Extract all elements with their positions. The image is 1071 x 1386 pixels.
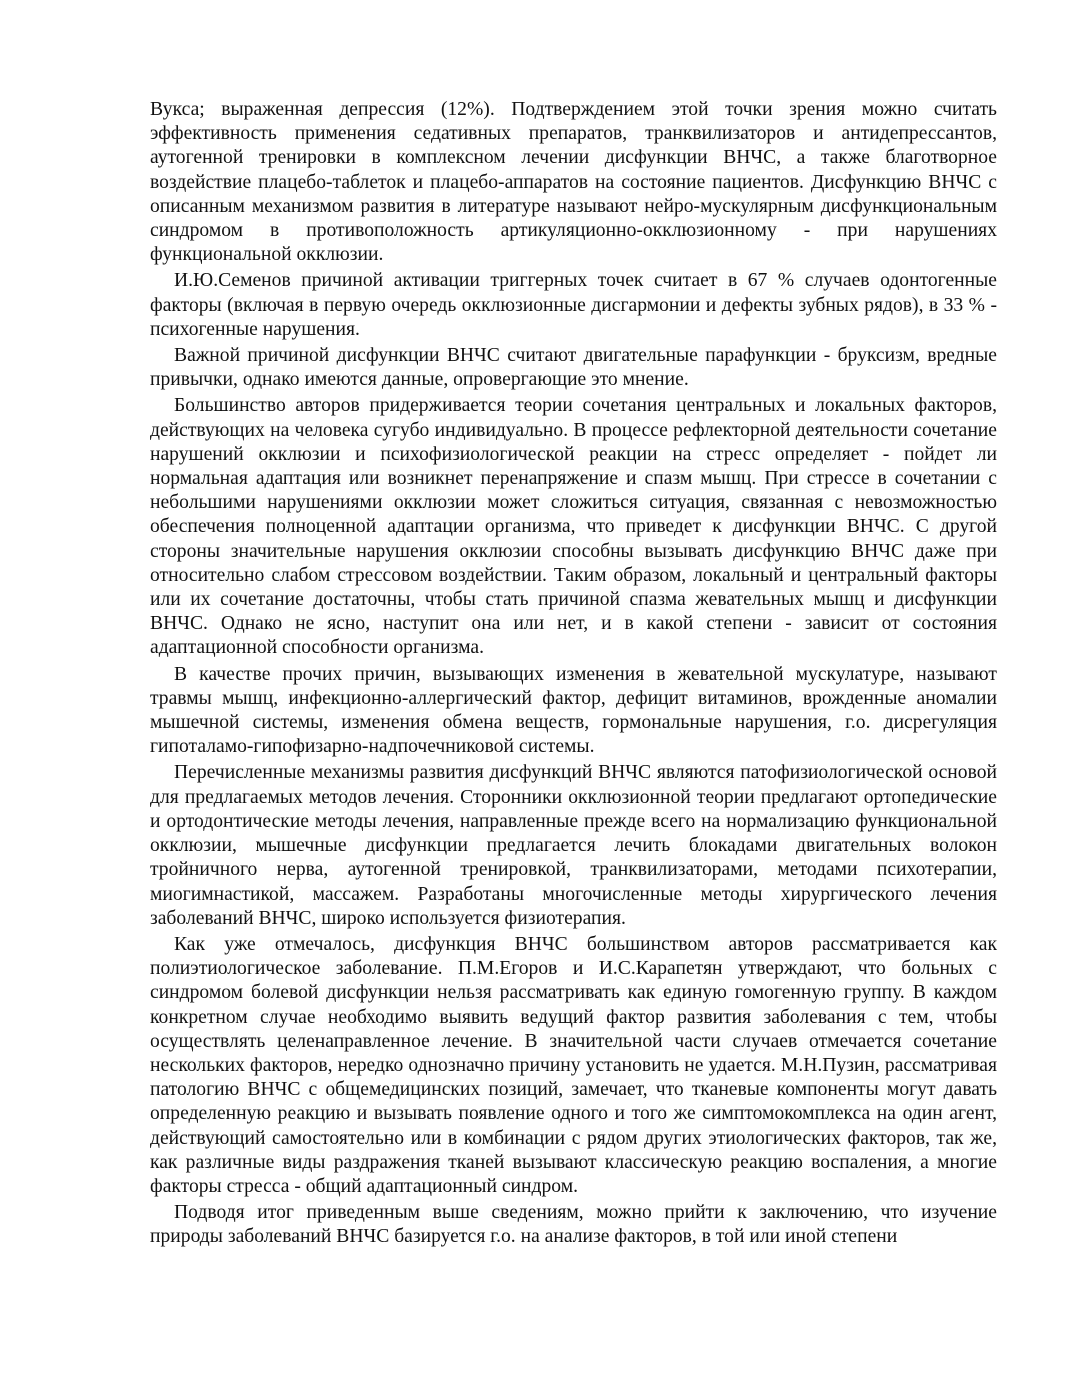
paragraph-4: Большинство авторов придерживается теории сочетания центральных и локальных факторов, действующих на человека сугубо индивидуально. В процессе рефлекторной деятельности сочетание нарушений окклюзии и психофизиологической реакции на стресс определяет - пойдет ли нормальная адаптация или возникнет перенапряжение и спазм мышц. При стрессе в сочетании с небольшими нарушениями окклюзии может сложиться ситуация, связанная с невозможностью обеспечения полноценной адаптации организма, что приведет к дисфункции ВНЧС. С другой стороны значительные нарушения окклюзии способны вызывать дисфункцию ВНЧС даже при относительно слабом стрессовом воздействии. Таким образом, локальный и центральный факторы или их сочетание достаточны, чтобы стать причиной спазма жевательных мышц и дисфункции ВНЧС. Однако не ясно, наступит она или нет, и в какой степени - зависит от состояния адаптационной способности организма. xyxy=(150,395,997,659)
paragraph-7: Как уже отмечалось, дисфункция ВНЧС большинством авторов рассматривается как полиэтиологическое заболевание. П.М.Егоров и И.С.Карапетян утверждают, что больных с синдромом болевой дисфункции нельзя рассматривать как единую гомогенную группу. В каждом конкретном случае необходимо выявить ведущий фактор развития заболевания с тем, чтобы осуществлять целенаправленное лечение. В значительной части случаев отмечается сочетание нескольких факторов, нередко однозначно причину установить не удается. М.Н.Пузин, рассматривая патологию ВНЧС с общемедицинских позиций, замечает, что тканевые компоненты могут давать определенную реакцию и вызывать появление одного и того же симптомокомплекса на один агент, действующий самостоятельно или в комбинации с рядом других этиологических факторов, так же, как различные виды раздражения тканей вызывают классическую реакцию воспаления, а многие факторы стресса - общий адаптационный синдром. xyxy=(150,933,997,1197)
document-page xyxy=(150,98,997,1250)
paragraph-3: Важной причиной дисфункции ВНЧС считают двигательные парафункции - бруксизм, вредные привычки, однако имеются данные, опровергающие это мнение. xyxy=(150,345,997,391)
paragraph-8: Подводя итог приведенным выше сведениям, можно прийти к заключению, что изучение природы заболеваний ВНЧС базируется г.о. на анализе факторов, в той или иной степени xyxy=(150,1202,997,1248)
paragraph-2: И.Ю.Семенов причиной активации триггерных точек считает в 67 % случаев одонтогенные факторы (включая в первую очередь окклюзионные дисгармонии и дефекты зубных рядов), в 33 % - психогенные нарушения. xyxy=(150,270,997,340)
paragraph-5: В качестве прочих причин, вызывающих изменения в жевательной мускулатуре, называют травмы мышц, инфекционно-аллергический фактор, дефицит витаминов, врожденные аномалии мышечной системы, изменения обмена веществ, гормональные нарушения, г.о. дисрегуляция гипоталамо-гипофизарно-надпочечниковой системы. xyxy=(150,663,997,758)
paragraph-6: Перечисленные механизмы развития дисфункций ВНЧС являются патофизиологической основой для предлагаемых методов лечения. Сторонники окклюзионной теории предлагают ортопедические и ортодонтические методы лечения, направленные прежде всего на нормализацию функциональной окклюзии, мышечные дисфункции предлагается лечить блокадами двигательных волокон тройничного нерва, аутогенной тренировкой, транквилизаторами, методами психотерапии, миогимнастикой, массажем. Разработаны многочисленные методы хирургического лечения заболеваний ВНЧС, широко используется физиотерапия. xyxy=(150,762,997,929)
paragraph-1: Вукса; выраженная депрессия (12%). Подтверждением этой точки зрения можно считать эффективность применения седативных препаратов, транквилизаторов и антидепрессантов, аутогенной тренировки в комплексном лечении дисфункции ВНЧС, а также благотворное воздействие плацебо-таблеток и плацебо-аппаратов на состояние пациентов. Дисфункцию ВНЧС с описанным механизмом развития в литературе называют нейро-мускулярным дисфункциональным синдромом в противоположность артикуляционно-окклюзионному - при нарушениях функциональной окклюзии. xyxy=(150,99,997,266)
